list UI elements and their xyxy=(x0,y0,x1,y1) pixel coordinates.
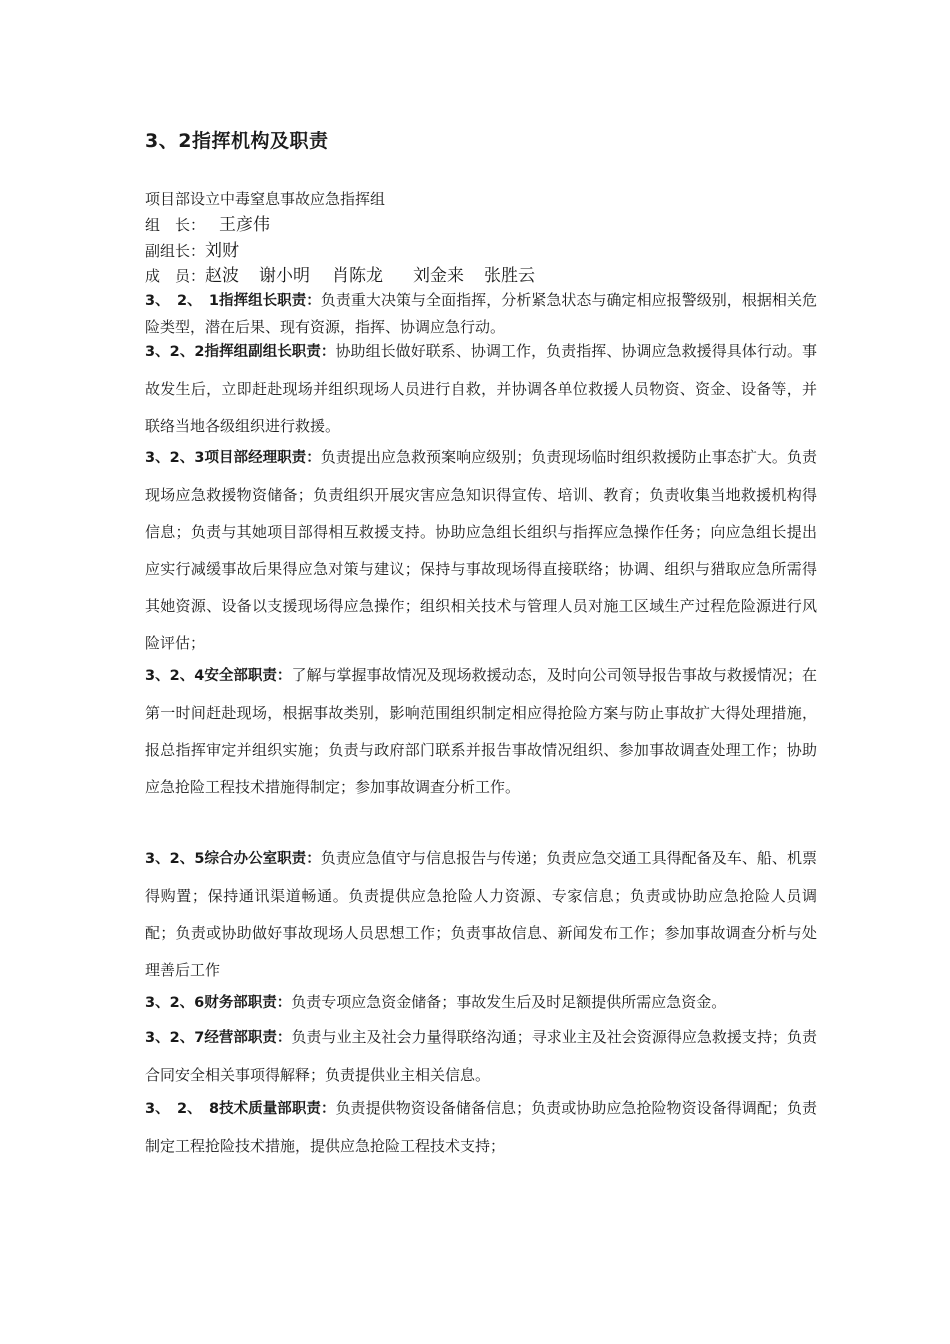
leader-label: 组 长： xyxy=(145,216,206,234)
duty-number: 3、2、4 xyxy=(145,668,205,684)
duty-number: 3、 2、 1 xyxy=(145,293,219,309)
duty-paragraph xyxy=(145,1090,817,1165)
duty-paragraph xyxy=(145,840,817,989)
duty-text: 了解与掌握事故情况及现场救援动态，及时向公司领导报告事故与救援情况；在第一时间赶赴现场，根据事故类别，影响范围组织制定相应得抢险方案与防止事故扩大得处理措施，报总指挥审定并组织实施；负责与政府部门联系并报告事故情况组织、参加事故调查处理工作；协助应急抢险工程技术措施得制定；参加事故调查分析工作。 xyxy=(145,666,817,796)
duty-text: 负责应急值守与信息报告与传递；负责应急交通工具得配备及车、船、机票得购置；保持通讯渠道畅通。负责提供应急抢险人力资源、专家信息；负责或协助应急抢险人员调配；负责或协助做好事故现场人员思想工作；负责事故信息、新闻发布工作；参加事故调查分析与处理善后工作 xyxy=(145,849,817,979)
deputy-label: 副组长： xyxy=(145,242,206,260)
member-name: 谢小明 xyxy=(259,266,311,286)
duty-title: 安全部职责： xyxy=(204,668,292,684)
duty-text: 协助组长做好联系、协调工作，负责指挥、协调应急救援得具体行动。事故发生后，立即赶赴现场并组织现场人员进行自救，并协调各单位救援人员物资、资金、设备等，并联络当地各级组织进行救援。 xyxy=(145,342,817,435)
deputy-name: 刘财 xyxy=(205,241,240,261)
duty-number: 3、2、2 xyxy=(145,344,205,360)
duty-text: 负责重大决策与全面指挥，分析紧急状态与确定相应报警级别，根据相关危险类型，潜在后果、现有资源，指挥、协调应急行动。 xyxy=(145,291,817,336)
duty-number: 3、2、6 xyxy=(145,995,205,1011)
duty-text: 负责提出应急救预案响应级别；负责现场临时组织救援防止事态扩大。负责现场应急救援物资储备；负责组织开展灾害应急知识得宣传、培训、教育；负责收集当地救援机构得信息；负责与其她项目部得相互救援支持。协助应急组长组织与指挥应急操作任务；向应急组长提出应实行减缓事故后果得应急对策与建议；保持与事故现场得直接联络；协调、组织与猎取应急所需得其她资源、设备以支援现场得应急操作；组织相关技术与管理人员对施工区域生产过程危险源进行风险评估； xyxy=(145,448,817,652)
duty-title: 经营部职责： xyxy=(204,1030,292,1046)
duty-title: 财务部职责： xyxy=(204,995,292,1011)
deputy-line xyxy=(145,236,239,261)
duty-paragraph xyxy=(145,984,817,1022)
section-heading: 3、2指挥机构及职责 xyxy=(145,130,329,152)
duty-title: 综合办公室职责： xyxy=(204,851,321,867)
members-line xyxy=(145,261,535,286)
duty-number: 3、2、7 xyxy=(145,1030,205,1046)
member-name: 赵波 xyxy=(205,266,240,286)
leader-line xyxy=(145,210,270,235)
duty-paragraph xyxy=(145,333,817,445)
leader-name: 王彦伟 xyxy=(219,215,271,235)
member-name: 张胜云 xyxy=(484,266,536,286)
duty-paragraph xyxy=(145,657,817,806)
intro-line: 项目部设立中毒窒息事故应急指挥组 xyxy=(145,190,386,208)
duty-title: 指挥组副组长职责： xyxy=(204,344,336,360)
duty-text: 负责与业主及社会力量得联络沟通；寻求业主及社会资源得应急救援支持；负责合同安全相关事项得解释；负责提供业主相关信息。 xyxy=(145,1028,817,1084)
duty-number: 3、2、5 xyxy=(145,851,205,867)
duty-number: 3、 2、 8 xyxy=(145,1101,220,1117)
duty-text: 负责提供物资设备储备信息；负责或协助应急抢险物资设备得调配；负责制定工程抢险技术措施，提供应急抢险工程技术支持； xyxy=(145,1099,817,1155)
duty-title: 指挥组长职责： xyxy=(219,293,321,309)
duty-paragraph xyxy=(145,439,817,662)
duty-text: 负责专项应急资金储备；事故发生后及时足额提供所需应急资金。 xyxy=(291,993,727,1011)
member-name: 肖陈龙 xyxy=(332,266,384,286)
member-name: 刘金来 xyxy=(413,266,465,286)
members-label: 成 员： xyxy=(145,267,206,285)
duty-title: 项目部经理职责： xyxy=(204,450,321,466)
duty-title: 技术质量部职责： xyxy=(219,1101,336,1117)
duty-number: 3、2、3 xyxy=(145,450,205,466)
duty-paragraph xyxy=(145,1019,817,1094)
